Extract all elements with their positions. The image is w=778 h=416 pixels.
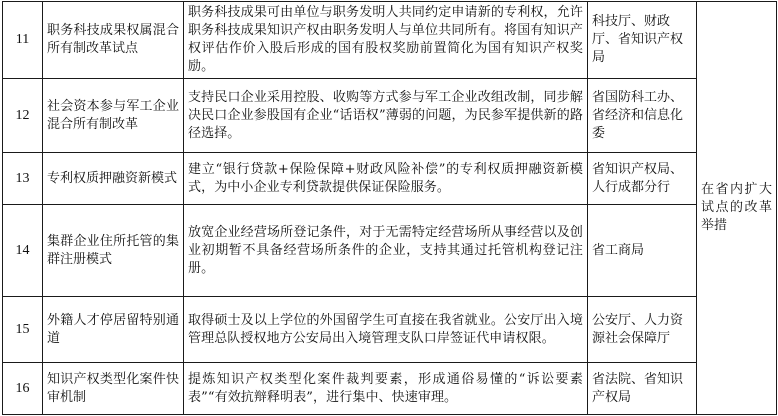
responsible-department: 省工商局	[588, 205, 697, 297]
table-row	[3, 363, 777, 415]
reform-name: 专利权质押融资新模式	[43, 153, 184, 205]
table-row	[3, 205, 777, 297]
reform-description: 职务科技成果可由单位与职务发明人共同约定申请新的专利权，允许职务科技成果知识产权由职务发明人与单位共同所有。将国有知识产权评估作价入股后形成的国有股权奖励前置简化为国有知识产权奖励。	[184, 2, 588, 79]
reform-name: 知识产权类型化案件快审机制	[43, 363, 184, 415]
table-row	[3, 153, 777, 205]
reform-measures-table	[2, 1, 777, 415]
row-number: 16	[3, 363, 43, 415]
row-number: 13	[3, 153, 43, 205]
responsible-department: 省国防科工办、省经济和信息化委	[588, 79, 697, 153]
row-number: 11	[3, 2, 43, 79]
responsible-department: 省知识产权局、人行成都分行	[588, 153, 697, 205]
row-number: 15	[3, 297, 43, 363]
responsible-department: 公安厅、人力资源社会保障厅	[588, 297, 697, 363]
row-number: 12	[3, 79, 43, 153]
reform-description: 建立“银行贷款+保险保障+财政风险补偿”的专利权质押融资新模式，为中小企业专利贷款提供保证保险服务。	[184, 153, 588, 205]
table-row	[3, 297, 777, 363]
table-row	[3, 2, 777, 79]
scope-note	[697, 2, 777, 415]
responsible-department: 省法院、省知识产权局	[588, 363, 697, 415]
reform-description: 放宽企业经营场所登记条件，对于无需特定经营场所从事经营以及创业初期暂不具备经营场所条件的企业，支持其通过托管机构登记注册。	[184, 205, 588, 297]
table-row	[3, 79, 777, 153]
reform-description: 取得硕士及以上学位的外国留学生可直接在我省就业。公安厅出入境管理总队授权地方公安局出入境管理支队口岸签证代申请权限。	[184, 297, 588, 363]
reform-name: 社会资本参与军工企业混合所有制改革	[43, 79, 184, 153]
row-number: 14	[3, 205, 43, 297]
responsible-department: 科技厅、财政厅、省知识产权局	[588, 2, 697, 79]
reform-name: 外籍人才停居留特别通道	[43, 297, 184, 363]
reform-name: 职务科技成果权属混合所有制改革试点	[43, 2, 184, 79]
reform-description: 提炼知识产权类型化案件裁判要素，形成通俗易懂的“诉讼要素表”“有效抗辩释明表”，进行集中、快速审理。	[184, 363, 588, 415]
scope-note-text: 在省内扩大试点的改革举措	[701, 182, 772, 233]
reform-name: 集群企业住所托管的集群注册模式	[43, 205, 184, 297]
reform-description: 支持民口企业采用控股、收购等方式参与军工企业改组改制，同步解决民口企业参股国有企业“话语权”薄弱的问题，为民参军提供新的路径选择。	[184, 79, 588, 153]
